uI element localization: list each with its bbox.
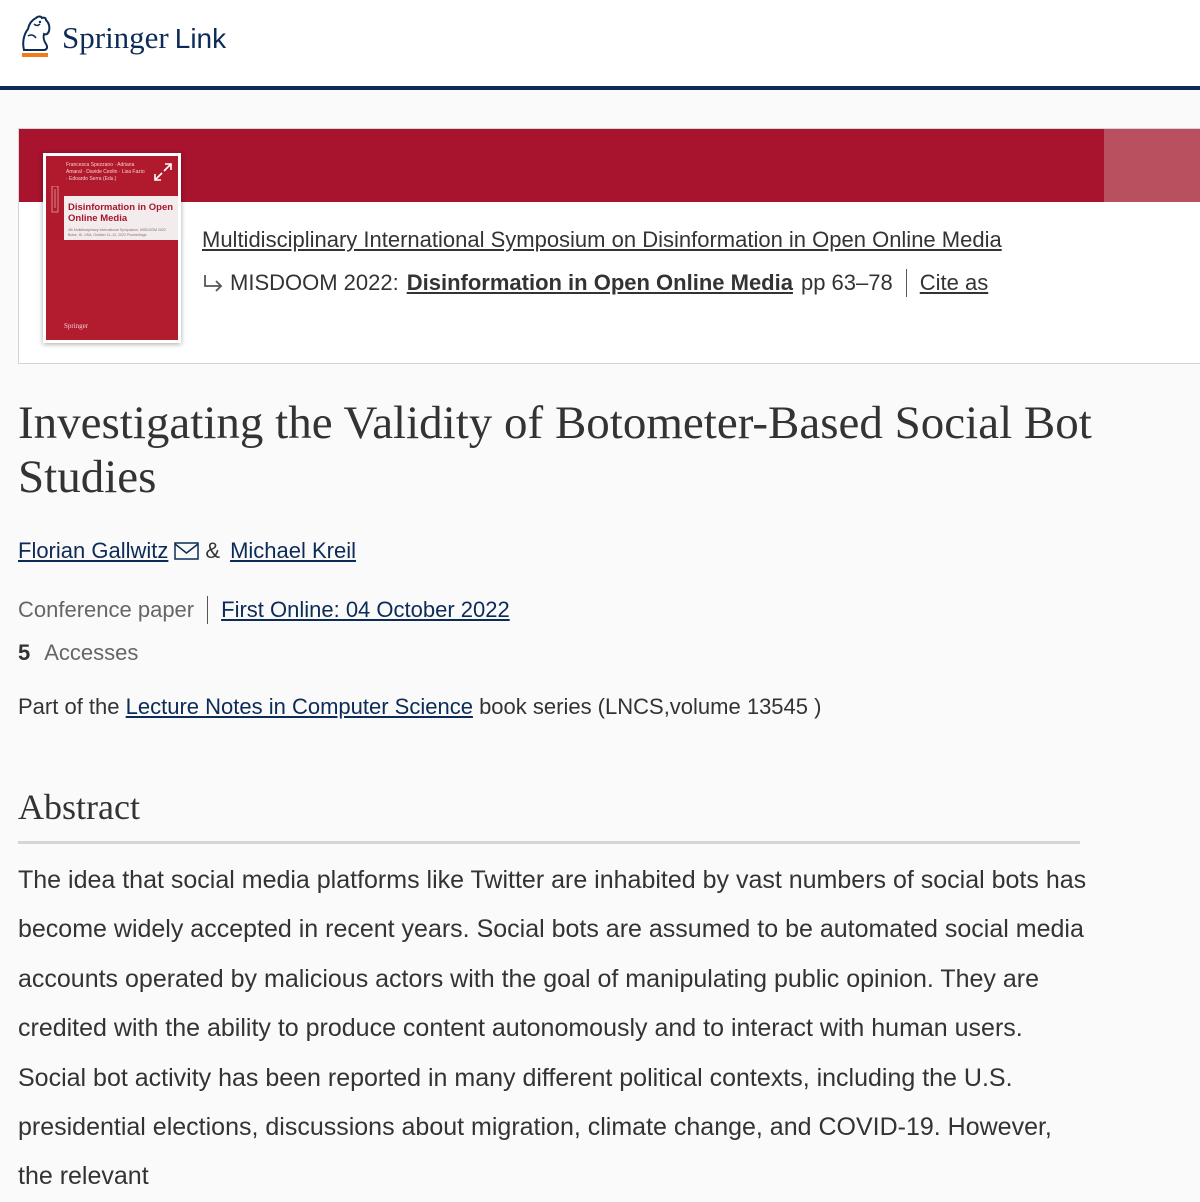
author-link[interactable]: Florian Gallwitz: [18, 538, 169, 563]
book-title-link[interactable]: Disinformation in Open Online Media: [406, 270, 793, 295]
conference-link[interactable]: Multidisciplinary International Symposium on Disinformation in Open Online Media: [202, 227, 1002, 252]
conference-short: MISDOOM 2022:: [230, 270, 399, 295]
accesses-metric: [18, 640, 138, 666]
banner-red-band-accent: [1104, 129, 1200, 202]
logo-link-text: Link: [174, 23, 227, 54]
book-info-line: [202, 269, 988, 297]
author-separator: &: [205, 538, 221, 563]
cover-subtitle: 4th Multidisciplinary International Symposium, MISDOOM 2022 Boise, ID, USA, October 11–12, 2022 Proceedings: [68, 228, 166, 237]
expand-icon[interactable]: [152, 161, 174, 183]
author-link[interactable]: Michael Kreil: [230, 538, 356, 563]
abstract-heading: Abstract: [18, 787, 140, 827]
accesses-label: Accesses: [44, 640, 139, 665]
article-title: Investigating the Validity of Botometer-Based Social Bot Studies: [18, 397, 1092, 503]
springer-link-logo[interactable]: [16, 14, 226, 60]
author-list: [18, 538, 356, 564]
book-cover[interactable]: [43, 153, 181, 343]
return-arrow-icon: [202, 273, 224, 293]
cite-as-link[interactable]: Cite as: [919, 270, 989, 295]
lncs-spine-mark: [50, 186, 60, 246]
series-link[interactable]: Lecture Notes in Computer Science: [125, 694, 473, 719]
abstract-divider: [18, 841, 1080, 844]
springer-horse-icon: [16, 14, 54, 60]
cover-title: Disinformation in Open Online Media: [68, 202, 174, 224]
first-online-link[interactable]: First Online: 04 October 2022: [221, 597, 510, 622]
book-series-info: [18, 694, 821, 720]
mail-icon[interactable]: [174, 542, 199, 560]
divider: [906, 269, 907, 297]
logo-springer-text: Springer: [62, 20, 169, 55]
page-range: pp 63–78: [800, 270, 893, 295]
site-header: [0, 0, 1200, 90]
cover-authors: Francesca Spezzano · Adriana Amaral · Davide Ceolin · Lisa Fazio · Edoardo Serra (Eds.): [66, 162, 145, 182]
divider: [207, 596, 208, 624]
banner-red-band: [19, 129, 1200, 202]
accesses-count: 5: [18, 640, 31, 665]
series-suffix: book series (LNCS,volume 13545 ): [479, 694, 822, 719]
content-type: Conference paper: [18, 597, 195, 622]
series-prefix: Part of the: [18, 694, 120, 719]
cover-publisher: Springer: [64, 322, 89, 330]
abstract-text: The idea that social media platforms like Twitter are inhabited by vast numbers of social bots has become widely accepted in recent years. Social bots are assumed to be automated social media accounts operated by malicious actors with the goal of manipulating public opinion. They are credited with the ability to produce content autonomously and to interact with human users. Social bot activity has been reported in many different political contexts, including the U.S. presidential elections, discussions about migration, climate change, and COVID-19. However, the relevant: [18, 866, 1087, 1191]
book-banner: [18, 128, 1200, 364]
article-meta: [18, 596, 510, 624]
